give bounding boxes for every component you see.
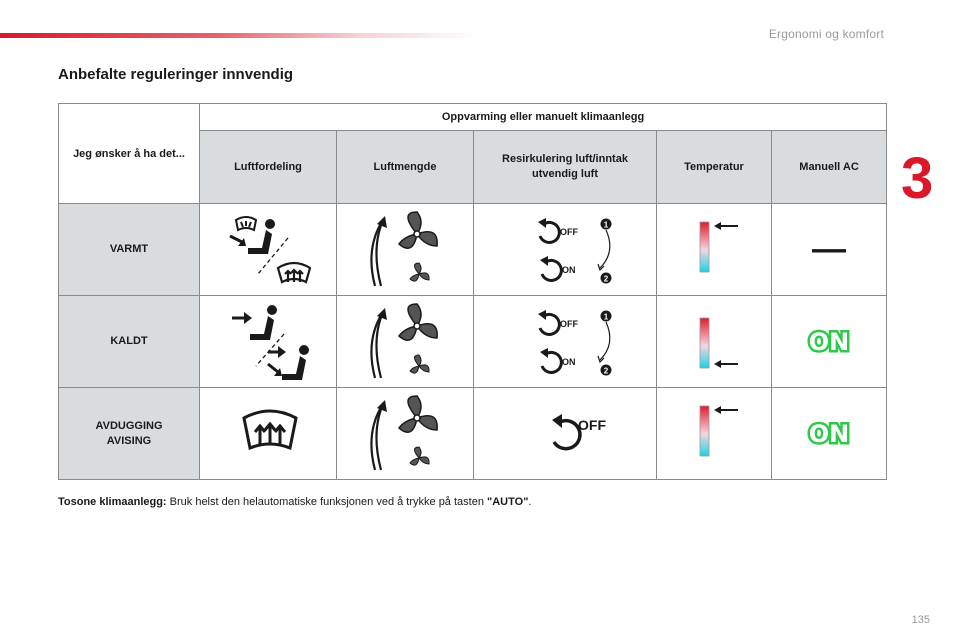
footnote-key: "AUTO" xyxy=(487,496,529,508)
recirc-off-label: OFF xyxy=(560,226,578,237)
footnote xyxy=(58,496,531,508)
recirculation-off-on-icon xyxy=(474,296,657,388)
col-header-luftmengde: Luftmengde xyxy=(337,131,474,204)
chapter-number: 3 xyxy=(901,146,934,211)
table-row xyxy=(59,388,887,480)
airflow-feet-windscreen-icon xyxy=(200,204,337,296)
temperature-low-icon xyxy=(657,296,772,388)
step-1-badge: 1 xyxy=(603,312,609,321)
top-accent-bar xyxy=(0,33,480,38)
recirc-off-label: OFF xyxy=(578,416,606,433)
fan-speed-high-icon xyxy=(337,388,474,480)
col-header-temperatur: Temperatur xyxy=(657,131,772,204)
page-number: 135 xyxy=(911,614,930,626)
table-row xyxy=(59,204,887,296)
step-1-badge: 1 xyxy=(603,220,609,229)
footnote-text: Bruk helst den helautomatiske funksjonen ved å trykke på tasten xyxy=(166,496,488,508)
ac-on-badge: ON xyxy=(772,296,887,388)
group-header: Oppvarming eller manuelt klimaanlegg xyxy=(200,104,887,131)
recirculation-off-on-icon xyxy=(474,204,657,296)
fan-speed-high-icon xyxy=(337,296,474,388)
row-label-kaldt: KALDT xyxy=(59,296,200,388)
windscreen-demist-icon xyxy=(200,388,337,480)
step-2-badge: 2 xyxy=(603,274,609,283)
step-2-badge: 2 xyxy=(603,366,609,375)
recirc-on-label: ON xyxy=(562,264,576,275)
temperature-high-icon xyxy=(657,204,772,296)
ac-on-badge: ON xyxy=(772,388,887,480)
recirculation-off-icon xyxy=(474,388,657,480)
ac-off-dash: — xyxy=(772,204,887,296)
footnote-lead: Tosone klimaanlegg: xyxy=(58,496,167,508)
table-row xyxy=(59,296,887,388)
footnote-end: . xyxy=(528,496,532,508)
recirc-on-label: ON xyxy=(562,356,576,367)
temperature-high-icon xyxy=(657,388,772,480)
col-header-resirkulering: Resirkulering luft/inntak utvendig luft xyxy=(474,131,657,204)
row-label-avdugging-avising: AVDUGGING AVISING xyxy=(59,388,200,480)
row-label-varmt: VARMT xyxy=(59,204,200,296)
col-header-luftfordeling: Luftfordeling xyxy=(200,131,337,204)
section-title: Anbefalte reguleringer innvendig xyxy=(58,66,294,83)
col-header-manuell-ac: Manuell AC xyxy=(772,131,887,204)
fan-speed-high-icon xyxy=(337,204,474,296)
recirc-off-label: OFF xyxy=(560,318,578,329)
corner-label: Jeg ønsker å ha det... xyxy=(59,104,200,204)
airflow-face-feet-icon xyxy=(200,296,337,388)
settings-table xyxy=(58,103,887,480)
chapter-title: Ergonomi og komfort xyxy=(768,27,884,41)
